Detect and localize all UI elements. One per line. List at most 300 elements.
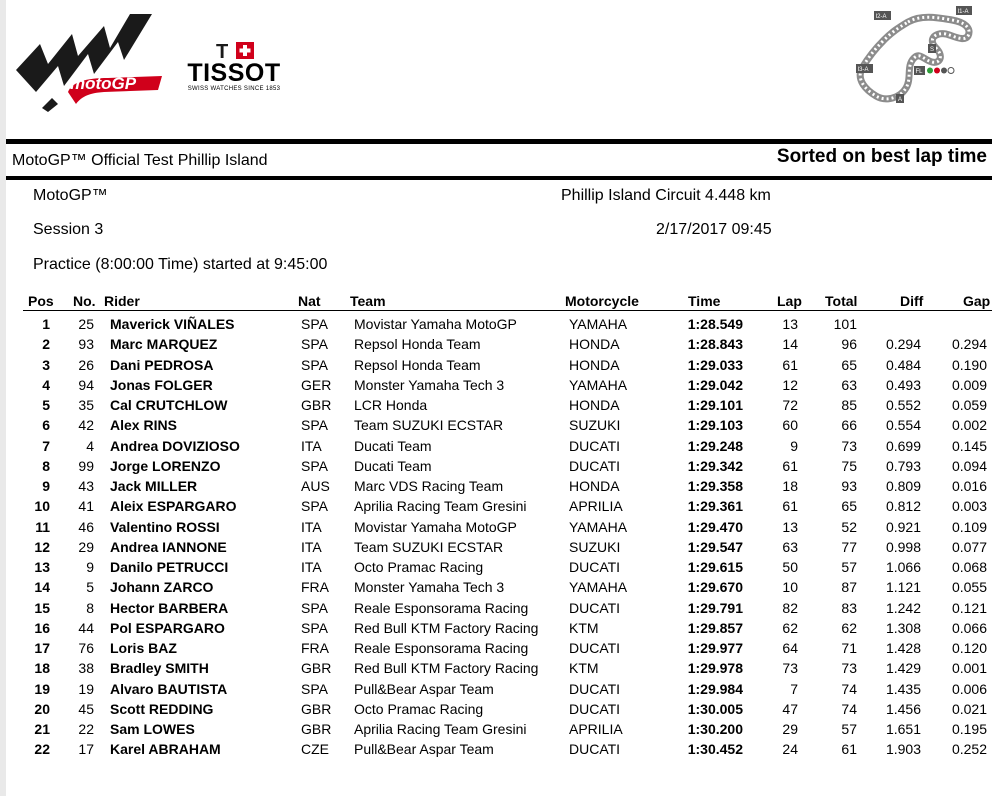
- cell-no: 4: [86, 437, 94, 454]
- practice-info: Practice (8:00:00 Time) started at 9:45:00: [33, 256, 328, 273]
- cell-motorcycle: KTM: [569, 660, 599, 677]
- cell-lap: 63: [782, 538, 798, 555]
- circuit-label: Phillip Island Circuit 4.448 km: [561, 187, 771, 204]
- cell-diff: 1.456: [885, 700, 921, 717]
- cell-diff: 1.435: [885, 680, 921, 697]
- cell-nat: SPA: [301, 356, 328, 373]
- cell-nat: SPA: [301, 336, 328, 353]
- cell-no: 99: [78, 457, 94, 474]
- cell-gap: 0.077: [951, 538, 987, 555]
- cell-diff: 0.552: [885, 397, 921, 413]
- cell-no: 29: [78, 538, 94, 555]
- cell-pos: 14: [34, 579, 50, 596]
- cell-gap: 0.006: [951, 680, 987, 697]
- cell-no: 45: [78, 700, 94, 717]
- table-row: [0, 598, 992, 618]
- cell-motorcycle: DUCATI: [569, 457, 621, 474]
- track-label-i3a: I3-A: [857, 67, 869, 73]
- cell-motorcycle: YAMAHA: [569, 518, 628, 535]
- cell-lap: 61: [782, 498, 798, 515]
- table-row: [0, 699, 992, 719]
- track-label-i1a: I1-A: [957, 9, 969, 15]
- cell-time: 1:29.033: [687, 356, 743, 373]
- track-label-a: A: [898, 97, 903, 103]
- cell-gap: 0.109: [951, 518, 987, 535]
- cell-no: 93: [78, 336, 94, 353]
- sort-label: Sorted on best lap time: [776, 146, 987, 167]
- cell-total: 73: [841, 437, 857, 454]
- cell-total: 83: [841, 599, 857, 616]
- cell-diff: 1.428: [885, 640, 921, 656]
- green-light-icon: [927, 68, 933, 74]
- cell-no: 76: [78, 640, 94, 656]
- table-row: [0, 476, 992, 496]
- cell-rider: Valentino ROSSI: [110, 518, 220, 535]
- cell-nat: ITA: [301, 538, 322, 555]
- cell-gap: 0.009: [951, 376, 987, 393]
- cell-lap: 82: [782, 599, 798, 616]
- col-header-gap: Gap: [963, 293, 991, 309]
- cell-pos: 21: [34, 721, 50, 737]
- cell-total: 66: [841, 417, 857, 434]
- cell-no: 8: [86, 599, 94, 616]
- cell-gap: 0.252: [951, 741, 987, 758]
- cell-rider: Bradley SMITH: [110, 660, 209, 677]
- cell-rider: Jonas FOLGER: [110, 376, 213, 393]
- cell-total: 75: [841, 457, 857, 474]
- cell-nat: FRA: [301, 579, 329, 596]
- cell-pos: 6: [42, 417, 50, 434]
- cell-total: 73: [841, 660, 857, 677]
- cell-team: Monster Yamaha Tech 3: [354, 579, 505, 596]
- cell-diff: 0.921: [885, 518, 921, 535]
- cell-team: Octo Pramac Racing: [354, 559, 484, 575]
- cell-nat: FRA: [301, 640, 329, 656]
- cell-motorcycle: DUCATI: [569, 437, 621, 454]
- cell-total: 77: [841, 538, 857, 555]
- cell-team: Red Bull KTM Factory Racing: [354, 619, 539, 636]
- tissot-logo: [184, 40, 284, 95]
- cell-diff: 0.809: [885, 478, 921, 494]
- table-row: [0, 456, 992, 476]
- cell-rider: Marc MARQUEZ: [110, 336, 218, 353]
- cell-motorcycle: YAMAHA: [569, 316, 628, 332]
- col-header-time: Time: [688, 293, 721, 309]
- cell-nat: SPA: [301, 498, 328, 515]
- cell-no: 17: [78, 741, 94, 758]
- cell-pos: 13: [34, 559, 50, 575]
- cell-time: 1:29.470: [687, 518, 743, 535]
- cell-pos: 9: [42, 478, 50, 494]
- grey-light-icon: [941, 68, 947, 74]
- cell-total: 57: [841, 721, 857, 737]
- cell-motorcycle: KTM: [569, 619, 599, 636]
- cell-time: 1:29.615: [687, 559, 743, 575]
- cell-time: 1:29.248: [687, 437, 743, 454]
- cell-gap: 0.294: [951, 336, 987, 353]
- cell-time: 1:30.452: [687, 741, 743, 758]
- table-row: [0, 496, 992, 516]
- cell-total: 85: [841, 397, 857, 413]
- table-row: [0, 355, 992, 375]
- cell-no: 26: [78, 356, 94, 373]
- cell-gap: 0.002: [951, 417, 987, 434]
- cell-time: 1:29.978: [687, 660, 743, 677]
- cell-nat: SPA: [301, 599, 328, 616]
- cell-team: Repsol Honda Team: [354, 356, 481, 373]
- cell-no: 41: [78, 498, 94, 515]
- cell-no: 44: [78, 619, 94, 636]
- cell-team: Pull&Bear Aspar Team: [354, 741, 494, 758]
- cell-diff: 0.793: [885, 457, 921, 474]
- cell-rider: Karel ABRAHAM: [110, 741, 221, 758]
- cell-lap: 61: [782, 356, 798, 373]
- cell-team: Aprilia Racing Team Gresini: [354, 721, 527, 737]
- top-divider: [6, 139, 992, 144]
- cell-lap: 61: [782, 457, 798, 474]
- cell-team: Ducati Team: [354, 437, 432, 454]
- cell-diff: 0.294: [885, 336, 921, 353]
- cell-time: 1:29.984: [687, 680, 743, 697]
- cell-total: 96: [841, 336, 857, 353]
- cell-team: Marc VDS Racing Team: [354, 478, 504, 494]
- cell-team: Reale Esponsorama Racing: [354, 599, 529, 616]
- table-row: [0, 537, 992, 557]
- cell-diff: 0.493: [885, 376, 921, 393]
- cell-diff: 0.699: [885, 437, 921, 454]
- cell-motorcycle: DUCATI: [569, 741, 621, 758]
- cell-total: 62: [841, 619, 857, 636]
- cell-motorcycle: HONDA: [569, 336, 620, 353]
- cell-team: Pull&Bear Aspar Team: [354, 680, 494, 697]
- tissot-cross-mark: [214, 40, 258, 60]
- cell-nat: ITA: [301, 518, 322, 535]
- cell-nat: SPA: [301, 680, 328, 697]
- cell-time: 1:28.843: [687, 336, 743, 353]
- cell-rider: Johann ZARCO: [110, 579, 214, 596]
- col-header-nat: Nat: [298, 293, 321, 309]
- svg-text:T: T: [216, 41, 229, 60]
- cell-motorcycle: APRILIA: [569, 498, 623, 515]
- cell-no: 19: [78, 680, 94, 697]
- cell-diff: 1.429: [885, 660, 921, 677]
- cell-nat: ITA: [301, 559, 322, 575]
- cell-pos: 16: [34, 619, 50, 636]
- cell-pos: 15: [34, 599, 50, 616]
- cell-lap: 18: [782, 478, 798, 494]
- session-datetime: 2/17/2017 09:45: [656, 221, 772, 238]
- cell-lap: 62: [782, 619, 798, 636]
- track-label-s: S: [930, 47, 935, 53]
- cell-lap: 14: [782, 336, 798, 353]
- cell-motorcycle: YAMAHA: [569, 376, 628, 393]
- cell-diff: 0.484: [885, 356, 921, 373]
- col-header-motorcycle: Motorcycle: [565, 293, 639, 309]
- cell-team: Ducati Team: [354, 457, 432, 474]
- cell-time: 1:29.670: [687, 579, 743, 596]
- red-light-icon: [934, 68, 940, 74]
- cell-pos: 12: [34, 538, 50, 555]
- cell-motorcycle: DUCATI: [569, 599, 621, 616]
- tissot-tagline: SWISS WATCHES SINCE 1853: [187, 86, 281, 92]
- cell-time: 1:30.005: [687, 700, 743, 717]
- cell-rider: Sam LOWES: [110, 721, 195, 737]
- cell-no: 5: [86, 579, 94, 596]
- cell-nat: SPA: [301, 316, 328, 332]
- cell-motorcycle: HONDA: [569, 397, 620, 413]
- cell-team: Octo Pramac Racing: [354, 700, 484, 717]
- cell-no: 9: [86, 559, 94, 575]
- cell-rider: Alvaro BAUTISTA: [110, 680, 228, 697]
- cell-diff: 0.812: [885, 498, 921, 515]
- cell-nat: ITA: [301, 437, 322, 454]
- cell-nat: SPA: [301, 619, 328, 636]
- cell-gap: 0.195: [951, 721, 987, 737]
- cell-no: 38: [78, 660, 94, 677]
- cell-gap: 0.068: [951, 559, 987, 575]
- cell-motorcycle: SUZUKI: [569, 538, 621, 555]
- table-row: [0, 395, 992, 415]
- cell-total: 93: [841, 478, 857, 494]
- cell-gap: 0.021: [951, 700, 987, 717]
- cell-gap: 0.145: [951, 437, 987, 454]
- cell-total: 71: [841, 640, 857, 656]
- cell-diff: 1.242: [885, 599, 921, 616]
- cell-pos: 10: [34, 498, 50, 515]
- cell-total: 57: [841, 559, 857, 575]
- table-row: [0, 415, 992, 435]
- cell-no: 35: [78, 397, 94, 413]
- table-row: [0, 679, 992, 699]
- cell-team: Reale Esponsorama Racing: [354, 640, 529, 656]
- cell-team: Aprilia Racing Team Gresini: [354, 498, 527, 515]
- white-light-icon: [948, 68, 954, 74]
- cell-team: Repsol Honda Team: [354, 336, 481, 353]
- cell-rider: Maverick VIÑALES: [110, 316, 235, 332]
- motogp-wordmark: motoGP: [70, 74, 137, 93]
- track-map: [836, 6, 986, 116]
- cell-gap: 0.001: [951, 660, 987, 677]
- cell-total: 63: [841, 376, 857, 393]
- cell-gap: 0.003: [951, 498, 987, 515]
- cell-total: 61: [841, 741, 857, 758]
- cell-pos: 17: [34, 640, 50, 656]
- cell-motorcycle: DUCATI: [569, 700, 621, 717]
- cell-total: 74: [841, 700, 857, 717]
- cell-lap: 64: [782, 640, 798, 656]
- cell-time: 1:29.103: [687, 417, 743, 434]
- cell-pos: 7: [42, 437, 50, 454]
- cell-diff: 0.998: [885, 538, 921, 555]
- cell-total: 65: [841, 356, 857, 373]
- cell-time: 1:29.791: [687, 599, 743, 616]
- cell-team: Movistar Yamaha MotoGP: [354, 518, 517, 535]
- cell-total: 65: [841, 498, 857, 515]
- cell-rider: Cal CRUTCHLOW: [110, 397, 228, 413]
- cell-time: 1:29.977: [687, 640, 743, 656]
- cell-gap: 0.016: [951, 478, 987, 494]
- cell-pos: 2: [42, 336, 50, 353]
- motogp-logo: [12, 12, 172, 112]
- cell-total: 101: [833, 316, 857, 332]
- cell-rider: Loris BAZ: [110, 640, 177, 656]
- tissot-wordmark: TISSOT: [187, 59, 281, 87]
- cell-lap: 7: [790, 680, 798, 697]
- cell-lap: 24: [782, 741, 798, 758]
- cell-total: 52: [841, 518, 857, 535]
- cell-team: Team SUZUKI ECSTAR: [354, 417, 504, 434]
- track-label-i2a: I2-A: [875, 14, 887, 20]
- cell-lap: 50: [782, 559, 798, 575]
- table-row: [0, 334, 992, 354]
- cell-no: 42: [78, 417, 94, 434]
- header-rule: [23, 310, 992, 311]
- cell-time: 1:30.200: [687, 721, 743, 737]
- table-row: [0, 658, 992, 678]
- cell-rider: Aleix ESPARGARO: [110, 498, 237, 515]
- cell-rider: Jack MILLER: [110, 478, 198, 494]
- cell-pos: 4: [42, 376, 50, 393]
- cell-gap: 0.055: [951, 579, 987, 596]
- table-row: [0, 739, 992, 759]
- event-title: MotoGP™ Official Test Phillip Island: [12, 152, 268, 169]
- table-row: [0, 375, 992, 395]
- cell-team: Red Bull KTM Factory Racing: [354, 660, 539, 677]
- cell-time: 1:29.547: [687, 538, 743, 555]
- cell-rider: Dani PEDROSA: [110, 356, 214, 373]
- cell-diff: 1.651: [885, 721, 921, 737]
- cell-no: 25: [78, 316, 94, 332]
- cell-team: Team SUZUKI ECSTAR: [354, 538, 504, 555]
- cell-time: 1:29.857: [687, 619, 743, 636]
- table-row: [0, 517, 992, 537]
- table-row: [0, 618, 992, 638]
- table-row: [0, 719, 992, 739]
- session-label: Session 3: [33, 221, 104, 238]
- table-row: [0, 557, 992, 577]
- cell-nat: GER: [301, 376, 332, 393]
- cell-no: 46: [78, 518, 94, 535]
- cell-pos: 22: [34, 741, 50, 758]
- cell-pos: 5: [42, 397, 50, 413]
- col-header-no: No.: [73, 293, 96, 309]
- track-label-fl: FL: [915, 69, 923, 75]
- cell-gap: 0.120: [951, 640, 987, 656]
- cell-nat: AUS: [301, 478, 330, 494]
- col-header-team: Team: [350, 293, 386, 309]
- cell-rider: Scott REDDING: [110, 700, 214, 717]
- cell-no: 22: [78, 721, 94, 737]
- cell-lap: 29: [782, 721, 798, 737]
- cell-rider: Jorge LORENZO: [110, 457, 221, 474]
- cell-gap: 0.121: [951, 599, 987, 616]
- table-row: [0, 436, 992, 456]
- cell-total: 87: [841, 579, 857, 596]
- table-row: [0, 577, 992, 597]
- motogp-logo-graphic: [12, 12, 172, 112]
- cell-pos: 18: [34, 660, 50, 677]
- cell-rider: Pol ESPARGARO: [110, 619, 225, 636]
- cell-no: 43: [78, 478, 94, 494]
- cell-time: 1:29.042: [687, 376, 743, 393]
- cell-nat: GBR: [301, 660, 332, 677]
- cell-lap: 12: [782, 376, 798, 393]
- cell-rider: Andrea DOVIZIOSO: [110, 437, 240, 454]
- cell-diff: 1.903: [885, 741, 921, 758]
- col-header-rider: Rider: [104, 293, 140, 309]
- cell-lap: 13: [782, 518, 798, 535]
- cell-lap: 72: [782, 397, 798, 413]
- cell-lap: 9: [790, 437, 798, 454]
- cell-no: 94: [78, 376, 94, 393]
- cell-nat: CZE: [301, 741, 329, 758]
- cell-motorcycle: HONDA: [569, 478, 620, 494]
- table-row: [0, 638, 992, 658]
- cell-team: Monster Yamaha Tech 3: [354, 376, 505, 393]
- cell-time: 1:29.101: [687, 397, 743, 413]
- circuit-layout-icon: [836, 6, 986, 116]
- cell-time: 1:29.361: [687, 498, 743, 515]
- cell-gap: 0.094: [951, 457, 987, 474]
- cell-lap: 10: [782, 579, 798, 596]
- cell-nat: GBR: [301, 700, 332, 717]
- cell-time: 1:29.358: [687, 478, 743, 494]
- cell-rider: Danilo PETRUCCI: [110, 559, 229, 575]
- cell-motorcycle: APRILIA: [569, 721, 623, 737]
- cell-team: LCR Honda: [354, 397, 428, 413]
- cell-time: 1:28.549: [687, 316, 743, 332]
- cell-diff: 1.066: [885, 559, 921, 575]
- title-divider: [6, 176, 992, 180]
- cell-rider: Hector BARBERA: [110, 599, 229, 616]
- cell-nat: GBR: [301, 721, 332, 737]
- cell-rider: Andrea IANNONE: [110, 538, 227, 555]
- cell-diff: 0.554: [885, 417, 921, 434]
- table-row: [0, 314, 992, 334]
- cell-diff: 1.121: [885, 579, 921, 596]
- cell-rider: Alex RINS: [110, 417, 177, 434]
- cell-gap: 0.066: [951, 619, 987, 636]
- cell-motorcycle: YAMAHA: [569, 579, 628, 596]
- cell-time: 1:29.342: [687, 457, 743, 474]
- cell-pos: 1: [42, 316, 50, 332]
- cell-total: 74: [841, 680, 857, 697]
- cell-motorcycle: HONDA: [569, 356, 620, 373]
- cell-pos: 19: [34, 680, 50, 697]
- cell-lap: 47: [782, 700, 798, 717]
- category-label: MotoGP™: [33, 187, 108, 204]
- cell-lap: 60: [782, 417, 798, 434]
- col-header-total: Total: [825, 293, 858, 309]
- cell-gap: 0.059: [951, 397, 987, 413]
- cell-motorcycle: DUCATI: [569, 640, 621, 656]
- cell-nat: SPA: [301, 457, 328, 474]
- cell-nat: GBR: [301, 397, 332, 413]
- cell-lap: 73: [782, 660, 798, 677]
- cell-lap: 13: [782, 316, 798, 332]
- col-header-lap: Lap: [777, 293, 802, 309]
- cell-diff: 1.308: [885, 619, 921, 636]
- cell-pos: 8: [42, 457, 50, 474]
- cell-motorcycle: SUZUKI: [569, 417, 621, 434]
- cell-pos: 20: [34, 700, 50, 717]
- cell-pos: 3: [42, 356, 50, 373]
- cell-nat: SPA: [301, 417, 328, 434]
- cell-team: Movistar Yamaha MotoGP: [354, 316, 517, 332]
- cell-gap: 0.190: [951, 356, 987, 373]
- cell-motorcycle: DUCATI: [569, 559, 621, 575]
- col-header-diff: Diff: [900, 293, 924, 309]
